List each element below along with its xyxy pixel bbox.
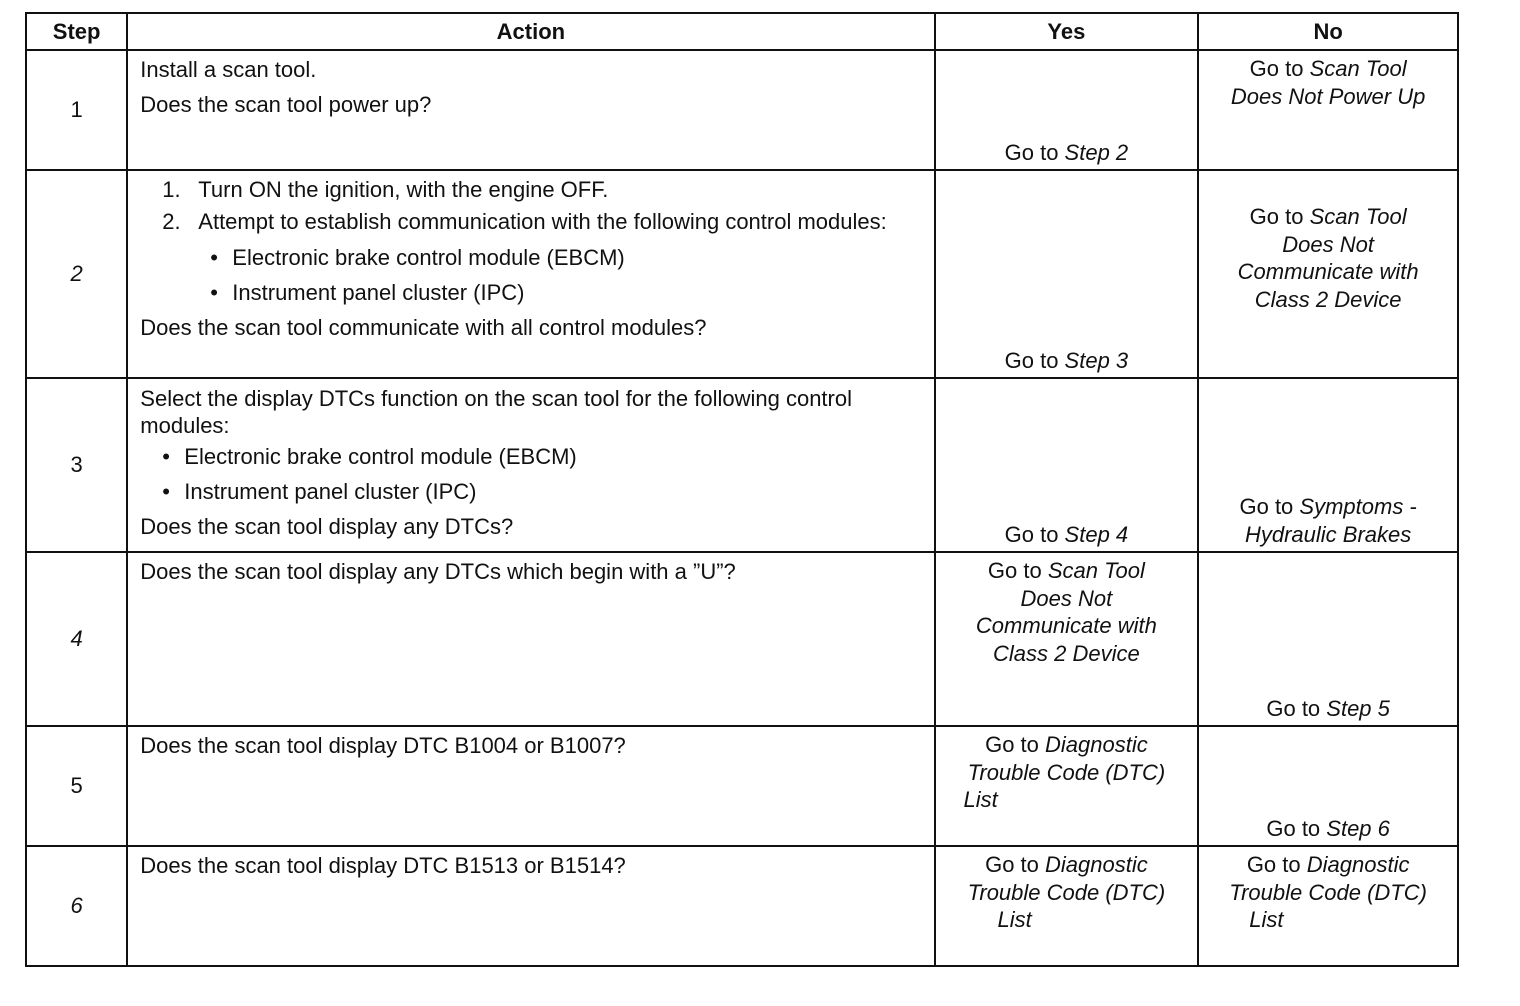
action-question: Does the scan tool power up?	[140, 92, 432, 117]
table-row	[26, 552, 1458, 726]
action-question: Does the scan tool display DTC B1004 or B1007?	[140, 733, 626, 758]
action-cell	[127, 170, 934, 378]
goto-prefix: Go to	[1249, 56, 1310, 81]
table-row	[26, 50, 1458, 170]
action-cell	[127, 552, 934, 726]
goto-prefix: Go to	[985, 852, 1045, 877]
goto-link-line[interactable]: Class 2 Device	[993, 640, 1140, 666]
no-cell	[1198, 552, 1458, 726]
goto-link-line[interactable]: List	[997, 907, 1032, 932]
goto-link-scan-tool[interactable]: Scan Tool	[1309, 204, 1407, 229]
action-intro: Select the display DTCs function on the scan tool for the following control modules:	[140, 386, 852, 438]
goto-link-line[interactable]: List	[1249, 907, 1284, 932]
step-number: 2	[26, 170, 127, 378]
no-cell	[1198, 846, 1458, 966]
goto-prefix: Go to	[987, 558, 1048, 583]
no-cell	[1198, 170, 1458, 378]
header-yes: Yes	[935, 13, 1199, 50]
header-action: Action	[127, 13, 934, 50]
bullet-item: • Instrument panel cluster (IPC)	[162, 479, 477, 504]
yes-cell	[935, 726, 1199, 846]
header-step: Step	[26, 13, 127, 50]
goto-link-diagnostic[interactable]: Diagnostic	[1045, 852, 1148, 877]
goto-prefix: Go to	[1004, 521, 1065, 547]
goto-link-scan-tool[interactable]: Scan Tool	[1309, 56, 1407, 81]
no-cell	[1198, 378, 1458, 552]
goto-link-diagnostic[interactable]: Diagnostic	[1045, 732, 1148, 757]
goto-prefix: Go to	[1266, 695, 1327, 721]
bullet-item: • Electronic brake control module (EBCM)	[162, 444, 577, 469]
step-number: 1	[26, 50, 127, 170]
bullet-text: Electronic brake control module (EBCM)	[184, 444, 577, 469]
goto-link-step-5[interactable]: Step 5	[1326, 695, 1390, 721]
goto-link-hydraulic-brakes[interactable]: Hydraulic Brakes	[1244, 521, 1412, 547]
goto-prefix: Go to	[1004, 139, 1065, 165]
bullet-text: Electronic brake control module (EBCM)	[232, 245, 625, 270]
goto-link-line[interactable]: Communicate with	[975, 613, 1157, 638]
yes-cell	[935, 552, 1199, 726]
header-row	[26, 13, 1458, 50]
bullet-text: Instrument panel cluster (IPC)	[232, 280, 525, 305]
goto-link-diagnostic[interactable]: Diagnostic	[1306, 852, 1410, 877]
yes-cell	[935, 170, 1199, 378]
action-question: Does the scan tool display any DTCs which begin with a ”U”?	[140, 559, 736, 584]
goto-link-symptoms[interactable]: Symptoms -	[1299, 494, 1417, 519]
goto-prefix: Go to	[1004, 347, 1065, 373]
header-no: No	[1198, 13, 1458, 50]
goto-link-line[interactable]: Communicate with	[1237, 259, 1419, 284]
goto-prefix: Go to	[985, 732, 1045, 757]
bullet-text: Instrument panel cluster (IPC)	[184, 479, 477, 504]
item-text: Turn ON the ignition, with the engine OFF.	[198, 177, 609, 202]
goto-prefix: Go to	[1249, 204, 1310, 229]
item-number: 2.	[162, 209, 181, 234]
step-number: 6	[26, 846, 127, 966]
yes-cell	[935, 846, 1199, 966]
goto-prefix: Go to	[1266, 815, 1327, 841]
goto-link-step-4[interactable]: Step 4	[1064, 521, 1129, 547]
goto-prefix: Go to	[1239, 494, 1300, 519]
action-cell	[127, 846, 934, 966]
goto-link-line[interactable]: Trouble Code (DTC)	[967, 759, 1166, 785]
step-number: 3	[26, 378, 127, 552]
no-cell	[1198, 726, 1458, 846]
goto-link-line[interactable]: Trouble Code (DTC)	[1229, 879, 1427, 905]
goto-prefix: Go to	[1246, 852, 1307, 877]
goto-link-step-3[interactable]: Step 3	[1064, 347, 1129, 373]
action-line: Install a scan tool.	[140, 57, 317, 82]
goto-link-does-not-power-up[interactable]: Does Not Power Up	[1230, 83, 1426, 109]
goto-link-line[interactable]: Class 2 Device	[1254, 286, 1402, 312]
item-number: 1.	[162, 177, 181, 202]
action-question: Does the scan tool display any DTCs?	[140, 514, 514, 539]
table-row	[26, 726, 1458, 846]
goto-link-step-2[interactable]: Step 2	[1064, 139, 1129, 165]
bullet-item: • Instrument panel cluster (IPC)	[210, 280, 525, 305]
goto-link-scan-tool[interactable]: Scan Tool	[1047, 558, 1145, 583]
numbered-item	[140, 208, 933, 236]
yes-cell	[935, 378, 1199, 552]
table-row	[26, 378, 1458, 552]
action-cell	[127, 50, 934, 170]
goto-link-step-6[interactable]: Step 6	[1326, 815, 1390, 841]
step-number: 5	[26, 726, 127, 846]
action-cell	[127, 378, 934, 552]
step-number: 4	[26, 552, 127, 726]
yes-cell	[935, 50, 1199, 170]
numbered-item	[140, 176, 933, 204]
bullet-item: • Electronic brake control module (EBCM)	[210, 245, 625, 270]
item-text: Attempt to establish communication with the following control modules:	[198, 209, 887, 234]
action-cell	[127, 726, 934, 846]
goto-link-line[interactable]: List	[963, 787, 998, 812]
no-cell	[1198, 50, 1458, 170]
action-question: Does the scan tool display DTC B1513 or B1514?	[140, 853, 626, 878]
goto-link-line[interactable]: Does Not	[1020, 585, 1113, 611]
action-question: Does the scan tool communicate with all control modules?	[140, 315, 707, 340]
table-row	[26, 170, 1458, 378]
goto-link-line[interactable]: Does Not	[1282, 231, 1374, 257]
table-row	[26, 846, 1458, 966]
diagnostic-table	[25, 12, 1459, 967]
goto-link-line[interactable]: Trouble Code (DTC)	[967, 879, 1166, 905]
